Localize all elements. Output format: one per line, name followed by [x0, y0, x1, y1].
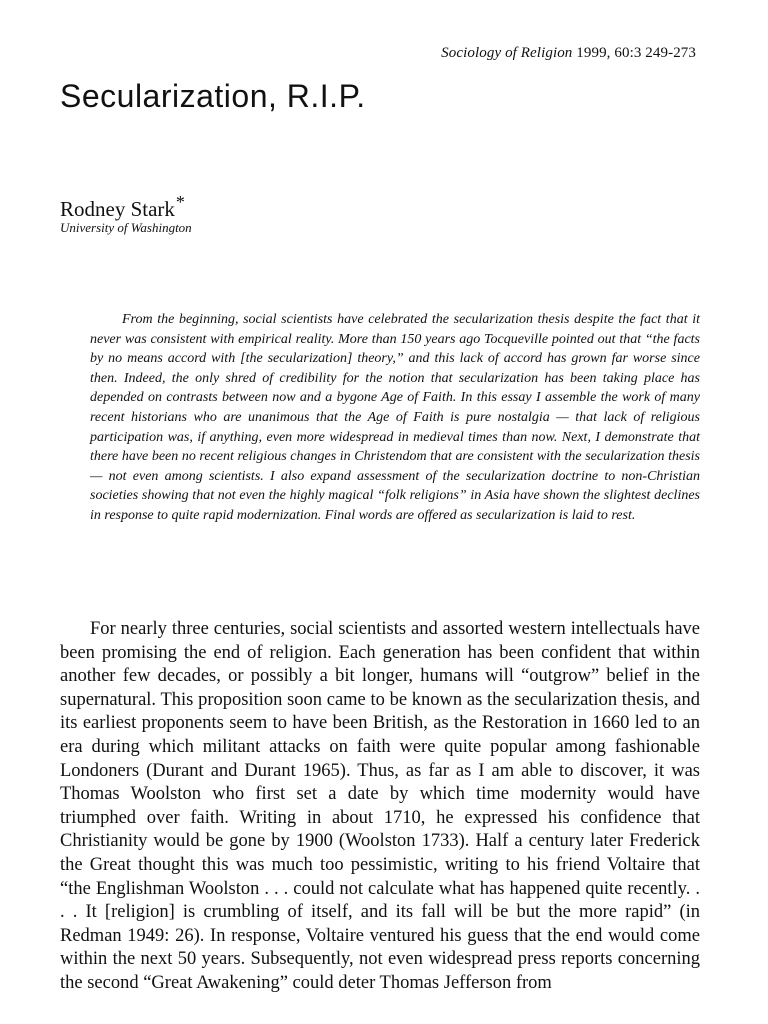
journal-citation	[441, 45, 696, 62]
journal-name: Sociology of Religion	[441, 45, 573, 61]
author-footnote-mark: *	[175, 192, 185, 212]
abstract: From the beginning, social scientists have celebrated the secularization thesis despite the fact that it never was consistent with empirical reality. More than 150 years ago Tocqueville pointed out that “the facts by no means accord with [the secularization] theory,” and this lack of accord has grown far worse since then. Indeed, the only shred of credibility for the notion that secularization has been taking place has depended on contrasts between now and a bygone Age of Faith. In this essay I assemble the work of many recent historians who are unanimous that the Age of Faith is pure nostalgia — that lack of religious participation was, if anything, even more widespread in medieval times than now. Next, I demonstrate that there have been no recent religious changes in Christendom that are consistent with the secularization thesis — not even among scientists. I also expand assessment of the secularization doctrine to non-Christian societies showing that not even the highly magical “folk religions” in Asia have shown the slightest declines in response to quite rapid modernization. Final words are offered as secularization is laid to rest.	[90, 312, 700, 523]
journal-volume-pages: 1999, 60:3 249-273	[576, 45, 696, 61]
author-affiliation: University of Washington	[60, 220, 192, 235]
body-paragraph: For nearly three centuries, social scientists and assorted western intellectuals have been promising the end of religion. Each generation has been confident that within another few decades, or possibly a bit longer, humans will “outgrow” belief in the supernatural. This proposition soon came to be known as the secularization thesis, and its earliest proponents seem to have been British, as the Restoration in 1660 led to an era during which militant attacks on faith were quite popular among fashionable Londoners (Durant and Durant 1965). Thus, as far as I am able to discover, it was Thomas Woolston who first set a date by which time modernity would have triumphed over faith. Writing in about 1710, he expressed his confidence that Christianity would be gone by 1900 (Woolston 1733). Half a century later Frederick the Great thought this was much too pessimistic, writing to his friend Voltaire that “the Englishman Woolston . . . could not calculate what has happened quite recently. . . . It [religion] is crumbling of itself, and its fall will be but the more rapid” (in Redman 1949: 26). In response, Voltaire ventured his guess that the end would come within the next 50 years. Subsequently, not even widespread press reports concerning the second “Great Awakening” could deter Thomas Jefferson from	[60, 619, 700, 993]
author-name: Rodney Stark	[60, 197, 175, 221]
article-title: Secularization, R.I.P.	[60, 78, 366, 114]
author-line	[60, 192, 185, 222]
